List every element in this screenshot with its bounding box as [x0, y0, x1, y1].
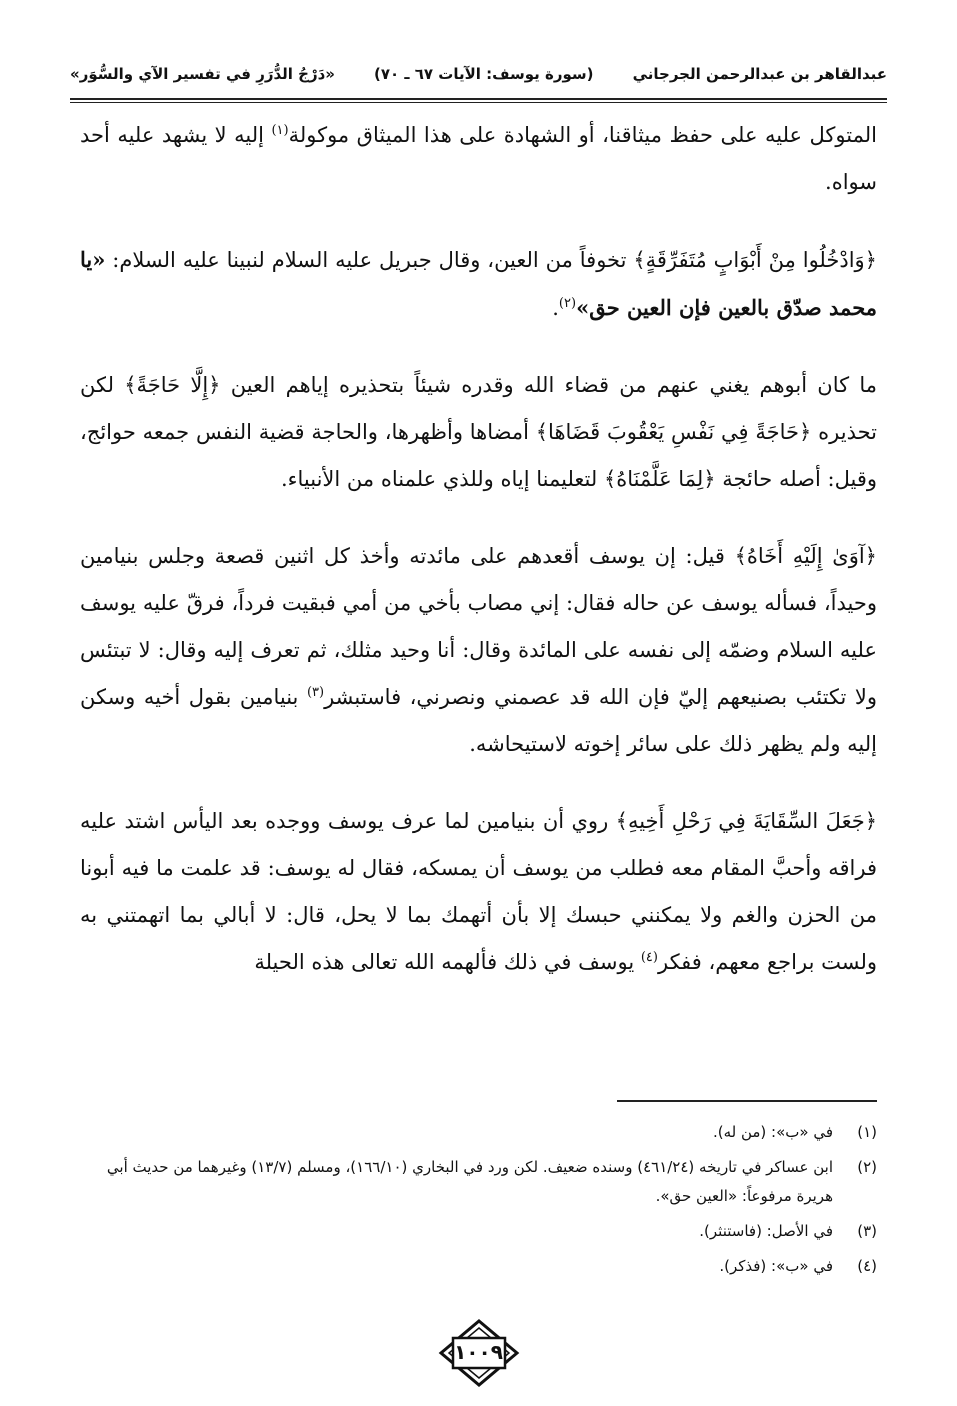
quran-verse: ﴿جَعَلَ السِّقَايَةَ فِي رَحْلِ أَخِيهِ﴾ — [615, 809, 877, 833]
footnote-number: (٢) — [857, 1158, 877, 1176]
header-divider-thin — [70, 102, 887, 103]
footnote-number: (٤) — [857, 1257, 877, 1275]
footnote — [80, 1252, 877, 1281]
main-text — [80, 112, 877, 986]
footnote-number: (٣) — [857, 1222, 877, 1240]
paragraph-3: ما كان أبوهم يغني عنهم من قضاء الله وقدره شيئاً بتحذيره إياهم العين ﴿إِلَّا حَاجَةً﴾ لكن تحذيره ﴿حَاجَةً فِي نَفْسِ يَعْقُوبَ قَضَاهَا﴾ أمضاها وأظهرها، والحاجة قضية النفس جمعه حوائج، وقيل: أصله حائجة ﴿لِمَا عَلَّمْنَاهُ﴾ لتعليمنا إياه وللذي علمناه من الأنبياء. — [80, 373, 877, 491]
paragraph-4: ﴿آوَىٰ إِلَيْهِ أَخَاهُ﴾ قيل: إن يوسف أقعدهم على مائدته وأخذ كل اثنين قصعة وجلس بنيامين وحيداً، فسأله يوسف عن حاله فقال: إني مصاب بأخي من أمي فبقيت فرداً، فرقّ عليه يوسف عليه السلام وضمّه إلى نفسه على المائدة وقال: أنا وحيد مثلك، ثم تعرف إليه وقال: لا تبتئس ولا تكتئب بصنيعهم إليّ فإن الله قد عصمني ونصرني، فاستبشر$^{(٣)}$ بنيامين بقول أخيه وسكن إليه ولم يظهر ذلك على سائر إخوته لاستيحاشه. — [80, 544, 877, 756]
footnote-text: في «ب»: (من له). — [712, 1123, 833, 1141]
footnote-ref-2: (٢) — [558, 296, 577, 311]
footnote-text: في «ب»: (فذكر). — [719, 1257, 833, 1275]
footnote-number: (١) — [857, 1123, 877, 1141]
footnotes — [80, 1118, 877, 1287]
header-author: عبدالقاهر بن عبدالرحمن الجرجاني — [632, 65, 887, 83]
paragraph-2: ﴿وَادْخُلُوا مِنْ أَبْوَابٍ مُتَفَرِّقَةٍ﴾ تخوفاً من العين، وقال جبريل عليه السلام لنبينا عليه السلام: «يا محمد صدّق بالعين فإن العين حق»$^{(٢)}$. — [80, 247, 877, 320]
footnote-ref-3: (٣) — [306, 685, 325, 700]
header-section: (سورة يوسف: الآيات ٦٧ ـ ٧٠) — [374, 65, 594, 83]
header-divider — [70, 98, 887, 100]
running-header — [70, 56, 887, 92]
quran-verse: ﴿آوَىٰ إِلَيْهِ أَخَاهُ﴾ — [734, 544, 877, 568]
quran-verse: ﴿وَادْخُلُوا مِنْ أَبْوَابٍ مُتَفَرِّقَةٍ﴾ — [633, 248, 877, 272]
footnote — [80, 1153, 877, 1211]
quran-verse: ﴿لِمَا عَلَّمْنَاهُ﴾ — [603, 467, 716, 491]
paragraph-5: ﴿جَعَلَ السِّقَايَةَ فِي رَحْلِ أَخِيهِ﴾ روي أن بنيامين لما عرف يوسف ووجده بعد اليأس اشتد عليه فراقه وأحبَّ المقام معه فطلب من يوسف أن يمسكه، فقال له يوسف: قد علمت ما فيه أبونا من الحزن والغم ولا يمكنني حبسك إلا بأن أتهمك بما لا يحل، قال: لا أبالي بما اتهمتني به ولست براجع معهم، ففكر$^{(٤)}$ يوسف في ذلك فألهمه الله تعالى هذه الحيلة — [80, 809, 877, 974]
footnote-divider — [617, 1100, 877, 1102]
footnote-text: في الأصل: (فاستنثر). — [699, 1222, 833, 1240]
footnote-ref-1: (١) — [271, 123, 289, 138]
quran-verse: ﴿إِلَّا حَاجَةً﴾ — [124, 373, 221, 397]
hadith-quote: «يا محمد صدّق بالعين فإن العين حق» — [80, 247, 877, 320]
footnote-ref-4: (٤) — [640, 950, 658, 965]
quran-verse: ﴿حَاجَةً فِي نَفْسِ يَعْقُوبَ قَضَاهَا﴾ — [535, 420, 812, 444]
header-book-title: «دَرْجُ الدُّرَرِ في تفسير الآي والسُّوَر» — [70, 65, 335, 83]
footnote — [80, 1217, 877, 1246]
paragraph-1: المتوكل عليه على حفظ ميثاقنا، أو الشهادة على هذا الميثاق موكولة$^{(١)}$ إليه لا يشهد عليه أحد سواه. — [80, 123, 877, 194]
footnote — [80, 1118, 877, 1147]
footnote-text: ابن عساكر في تاريخه (٤٦١/٢٤) وسنده ضعيف. لكن ورد في البخاري (١٦٦/١٠)، ومسلم (١٣/٧) وغيرهما من حديث أبي هريرة مرفوعاً: «العين حق». — [106, 1158, 833, 1205]
page-number: ١٠٠٩ — [454, 1340, 503, 1364]
page-number-ornament — [431, 1318, 527, 1388]
